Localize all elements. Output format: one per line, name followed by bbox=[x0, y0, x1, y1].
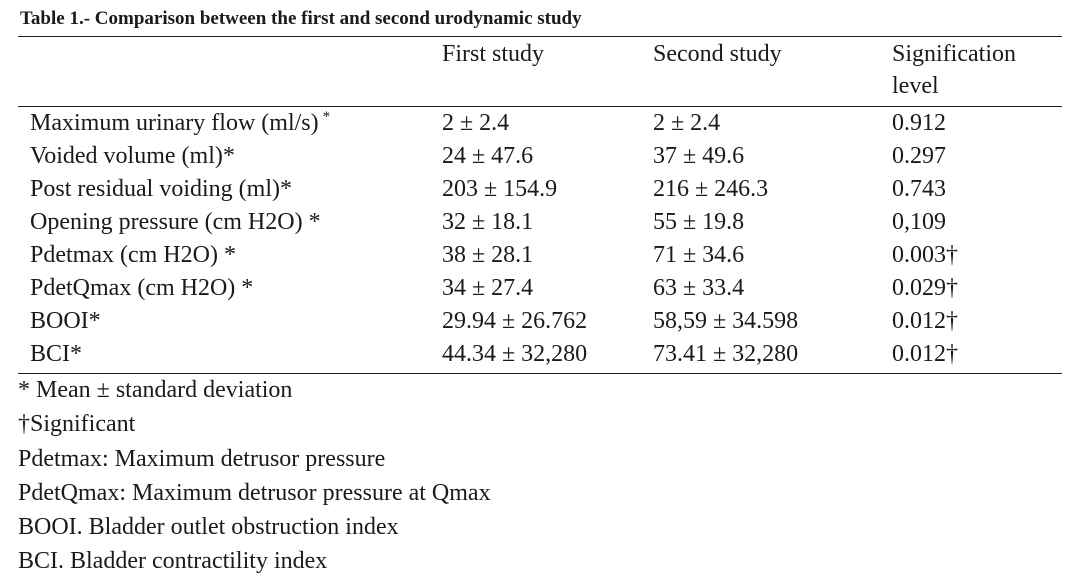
footnote-mean-sd: * Mean ± standard deviation bbox=[18, 377, 293, 403]
row-first-value: 203 ± 154.9 bbox=[442, 176, 558, 202]
header-rule bbox=[18, 106, 1062, 107]
row-second-value: 55 ± 19.8 bbox=[653, 209, 745, 235]
row-label: BOOI* bbox=[30, 308, 101, 334]
table-row bbox=[0, 109, 1080, 142]
row-signification: 0.912 bbox=[892, 110, 946, 136]
top-rule bbox=[18, 36, 1062, 37]
row-signification: 0.003† bbox=[892, 242, 958, 268]
row-first-value: 29.94 ± 26.762 bbox=[442, 308, 588, 334]
header-second-study: Second study bbox=[653, 41, 782, 67]
row-second-value: 73.41 ± 32,280 bbox=[653, 341, 799, 367]
row-first-value: 34 ± 27.4 bbox=[442, 275, 534, 301]
table-row bbox=[0, 241, 1080, 274]
row-signification: 0.012† bbox=[892, 308, 958, 334]
table-caption: Table 1.- Comparison between the first and second urodynamic study bbox=[20, 8, 582, 29]
footnote-booi: BOOI. Bladder outlet obstruction index bbox=[18, 514, 399, 540]
table-row bbox=[0, 340, 1080, 373]
row-signification: 0.012† bbox=[892, 341, 958, 367]
header-first-study: First study bbox=[442, 41, 545, 67]
table-row bbox=[0, 307, 1080, 340]
row-first-value: 38 ± 28.1 bbox=[442, 242, 534, 268]
row-label: Voided volume (ml)* bbox=[30, 143, 235, 169]
row-label: PdetQmax (cm H2O) * bbox=[30, 275, 254, 301]
row-second-value: 2 ± 2.4 bbox=[653, 110, 721, 136]
row-second-value: 58,59 ± 34.598 bbox=[653, 308, 799, 334]
row-second-value: 37 ± 49.6 bbox=[653, 143, 745, 169]
table-row bbox=[0, 175, 1080, 208]
table-row bbox=[0, 208, 1080, 241]
row-second-value: 71 ± 34.6 bbox=[653, 242, 745, 268]
row-label: Pdetmax (cm H2O) * bbox=[30, 242, 236, 268]
row-signification: 0,109 bbox=[892, 209, 946, 235]
row-label: BCI* bbox=[30, 341, 83, 367]
bottom-rule bbox=[18, 373, 1062, 374]
row-first-value: 2 ± 2.4 bbox=[442, 110, 510, 136]
row-first-value: 24 ± 47.6 bbox=[442, 143, 534, 169]
footnote-pdetqmax: PdetQmax: Maximum detrusor pressure at Qmax bbox=[18, 480, 491, 506]
table-row bbox=[0, 142, 1080, 175]
row-second-value: 216 ± 246.3 bbox=[653, 176, 769, 202]
row-label: Post residual voiding (ml)* bbox=[30, 176, 292, 202]
row-signification: 0.029† bbox=[892, 275, 958, 301]
row-label-sup: * bbox=[322, 109, 331, 125]
row-signification: 0.743 bbox=[892, 176, 946, 202]
footnote-pdetmax: Pdetmax: Maximum detrusor pressure bbox=[18, 446, 386, 472]
row-first-value: 32 ± 18.1 bbox=[442, 209, 534, 235]
header-signification: Signification bbox=[892, 41, 1016, 67]
header-signification-level: level bbox=[892, 73, 939, 99]
row-second-value: 63 ± 33.4 bbox=[653, 275, 745, 301]
row-label: Maximum urinary flow (ml/s) * bbox=[30, 109, 331, 136]
footnote-bci: BCI. Bladder contractility index bbox=[18, 548, 328, 574]
footnote-significant: †Significant bbox=[18, 411, 136, 437]
row-signification: 0.297 bbox=[892, 143, 946, 169]
row-first-value: 44.34 ± 32,280 bbox=[442, 341, 588, 367]
table-row bbox=[0, 274, 1080, 307]
row-label: Opening pressure (cm H2O) * bbox=[30, 209, 321, 235]
